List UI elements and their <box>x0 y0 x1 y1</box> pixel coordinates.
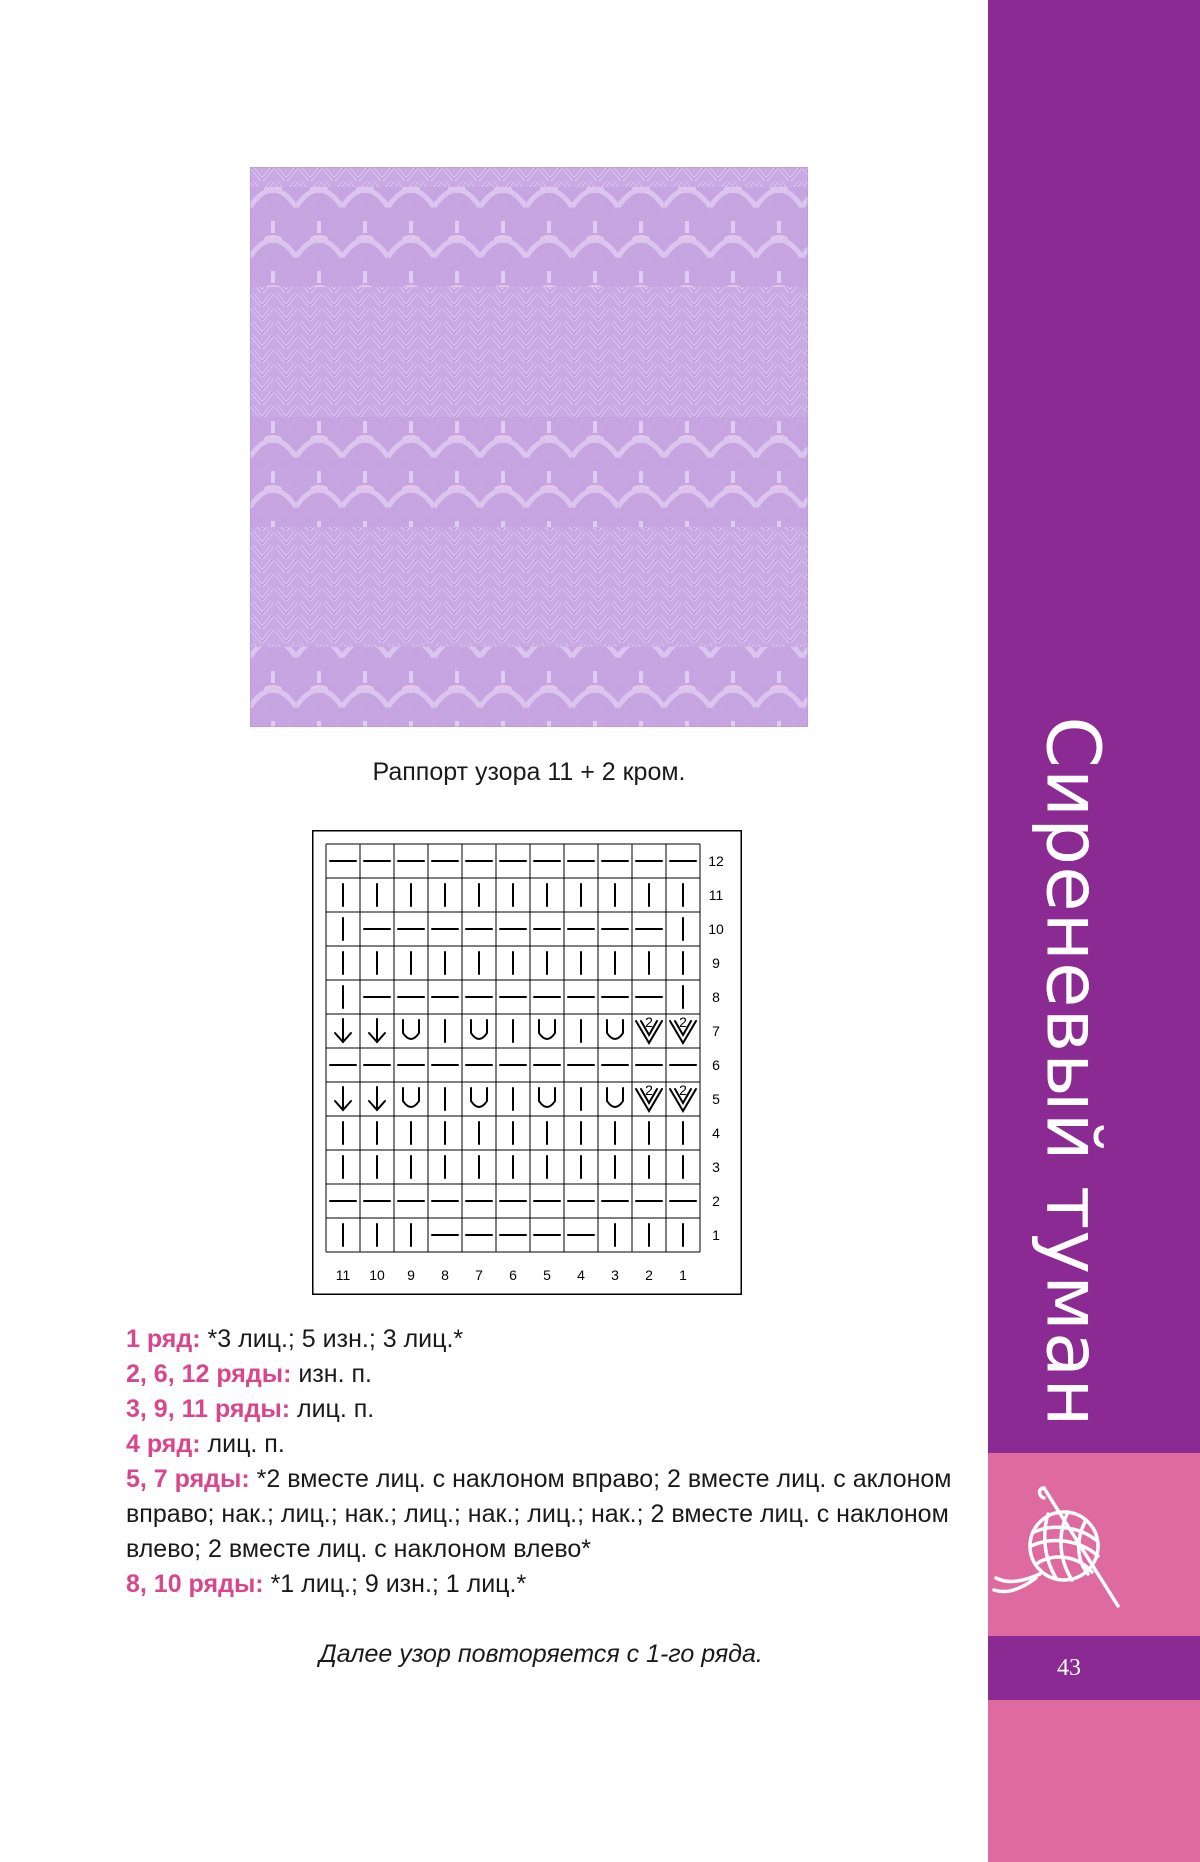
column-number: 3 <box>611 1267 619 1283</box>
column-number: 2 <box>645 1267 653 1283</box>
row-text: *3 лиц.; 5 изн.; 3 лиц.* <box>200 1325 464 1353</box>
row-number: 2 <box>712 1193 720 1209</box>
decrease-count-label: 2 <box>645 1014 653 1030</box>
column-number: 11 <box>335 1267 351 1283</box>
row-number: 10 <box>708 921 724 937</box>
decrease-count-label: 2 <box>679 1014 687 1030</box>
row-text: *2 вместе лиц. с наклоном вправо; 2 вместе лиц. с аклоном вправо; нак.; лиц.; нак.; лиц.; нак.; лиц.; нак.; 2 вместе лиц. с наклоном влево; 2 вместе лиц. с наклоном влево* <box>126 1465 952 1563</box>
row-number: 9 <box>712 955 720 971</box>
column-number: 4 <box>577 1267 585 1283</box>
row-number: 7 <box>712 1023 720 1039</box>
instruction-row <box>126 1322 956 1357</box>
column-number: 1 <box>679 1267 687 1283</box>
row-number: 12 <box>708 853 724 869</box>
row-text: изн. п. <box>291 1360 372 1388</box>
row-number: 5 <box>712 1091 720 1107</box>
row-text: лиц. п. <box>200 1430 285 1458</box>
row-label: 5, 7 ряды: <box>126 1465 250 1493</box>
row-label: 2, 6, 12 ряды: <box>126 1360 292 1388</box>
repeat-note: Далее узор повторяется с 1-го ряда. <box>319 1640 763 1668</box>
instruction-row <box>126 1427 956 1462</box>
row-text: лиц. п. <box>290 1395 375 1423</box>
page-title: Сиреневый туман <box>1029 716 1116 1428</box>
row-number: 4 <box>712 1125 720 1141</box>
page-number: 43 <box>1057 1654 1081 1681</box>
row-label: 3, 9, 11 ряды: <box>126 1395 291 1423</box>
row-number: 6 <box>712 1057 720 1073</box>
decrease-count-label: 2 <box>645 1082 653 1098</box>
row-number: 1 <box>712 1227 720 1243</box>
row-instructions <box>126 1322 956 1602</box>
row-label: 4 ряд: <box>126 1430 201 1458</box>
pattern-repeat-caption: Раппорт узора 11 + 2 кром. <box>372 758 686 786</box>
yarn-ball-icon <box>992 1484 1132 1614</box>
sidebar-pink-band-bottom <box>988 1700 1200 1862</box>
knit-sample-photo <box>250 167 808 727</box>
row-label: 1 ряд: <box>126 1325 201 1353</box>
column-number: 7 <box>475 1267 483 1283</box>
row-number: 11 <box>708 887 724 903</box>
column-number: 9 <box>407 1267 415 1283</box>
column-number: 5 <box>543 1267 551 1283</box>
row-number: 3 <box>712 1159 720 1175</box>
stitch-chart <box>312 830 742 1295</box>
instruction-row <box>126 1392 956 1427</box>
column-number: 10 <box>369 1267 385 1283</box>
row-text: *1 лиц.; 9 изн.; 1 лиц.* <box>263 1570 527 1598</box>
instruction-row <box>126 1462 956 1567</box>
title-block <box>990 716 1155 1428</box>
instruction-row <box>126 1357 956 1392</box>
row-label: 8, 10 ряды: <box>126 1570 264 1598</box>
decrease-count-label: 2 <box>679 1082 687 1098</box>
column-number: 8 <box>441 1267 449 1283</box>
column-number: 6 <box>509 1267 517 1283</box>
instruction-row <box>126 1567 956 1602</box>
row-number: 8 <box>712 989 720 1005</box>
